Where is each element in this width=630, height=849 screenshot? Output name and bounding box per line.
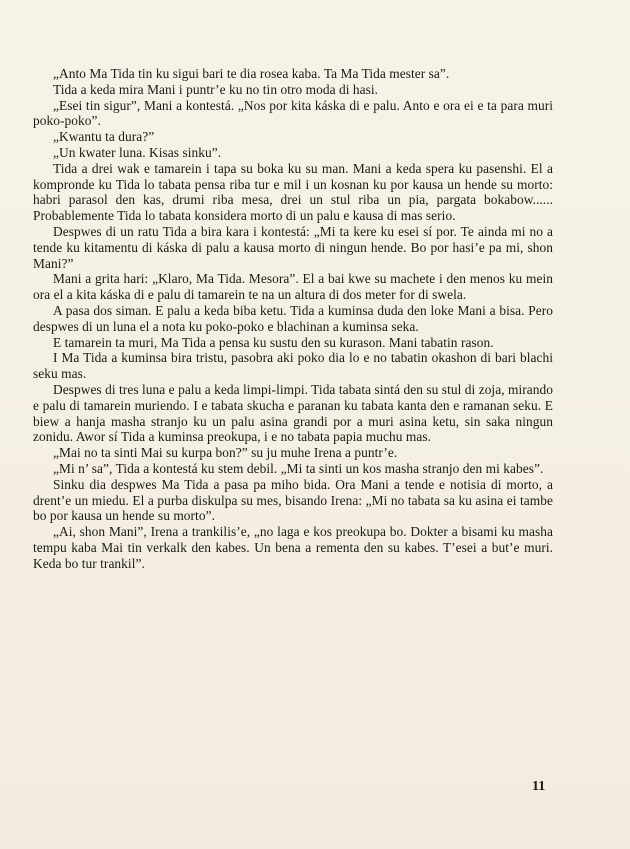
paragraph: „Anto Ma Tida tin ku sigui bari te dia rosea kaba. Ta Ma Tida mester sa”. bbox=[53, 66, 450, 81]
paragraph: E tamarein ta muri, Ma Tida a pensa ku sustu den su kurason. Mani tabatin rason. bbox=[53, 334, 494, 350]
paragraph: Tida a drei wak e tamarein i tapa su boka ku su man. Mani a keda spera ku pasenshi. El a kompronde ku Tida lo tabata pensa riba tur e mil i un kosnan ku por kausa un hende su morto: habri parasol den kas, drumi riba mesa, drei un stul riba un pia, pargata bokabow...... Probablemente Tida lo tabata konsidera morto di un palu e kausa di mas serio. bbox=[33, 160, 553, 224]
page-number: 11 bbox=[532, 779, 546, 794]
paragraph: „Mi n’ sa”, Tida a kontestá ku stem debil. „Mi ta sinti un kos masha stranjo den mi kabes”. bbox=[53, 460, 544, 476]
paragraph: „Ai, shon Mani”, Irena a trankilis’e, „no laga e kos preokupa bo. Dokter a bisami ku masha tempu kaba Mai tin verkalk den kabes. Un bena a rementa den su kabes. T’esei a but’e muri. Keda bo tur trankil”. bbox=[33, 524, 553, 571]
paragraph: Mani a grita hari: „Klaro, Ma Tida. Mesora”. El a bai kwe su machete i den menos ku mein ora el a kita káska di e palu di tamarein te na un altura di dos meter for di swela. bbox=[33, 271, 553, 303]
paragraph: Tida a keda mira Mani i puntr’e ku no tin otro moda di hasi. bbox=[53, 81, 379, 97]
paragraph: Despwes di tres luna e palu a keda limpi-limpi. Tida tabata sintá den su stul di zoja, mirando e palu di tamarein muriendo. I e tabata skucha e paranan ku tabata kanta den e ramanan seku. E biew a hanja masha stranjo ku un palu asina grandi por a muri asina ketu, sin saka ningun zonidu. Awor sí Tida a kuminsa preokupa, i e no tabata papia muchu mas. bbox=[33, 381, 553, 445]
paragraph: „Esei tin sigur”, Mani a kontestá. „Nos por kita káska di e palu. Anto e ora ei e ta para muri poko-poko”. bbox=[33, 97, 553, 129]
paragraph: „Kwantu ta dura?” bbox=[53, 129, 155, 145]
paragraph: A pasa dos siman. E palu a keda biba ketu. Tida a kuminsa duda den loke Mani a bisa. Pero despwes di un luna el a nota ku poko-poko e blachinan a kuminsa seka. bbox=[33, 302, 553, 334]
paragraph: I Ma Tida a kuminsa bira tristu, pasobra aki poko dia lo e no tabatin okashon di bari blachi seku mas. bbox=[33, 350, 553, 382]
paragraph: „Mai no ta sinti Mai su kurpa bon?” su ju muhe Irena a puntr’e. bbox=[53, 445, 398, 461]
paragraph: „Un kwater luna. Kisas sinku”. bbox=[53, 144, 222, 160]
page-text bbox=[33, 66, 553, 572]
paragraph: Despwes di un ratu Tida a bira kara i kontestá: „Mi ta kere ku esei sí por. Te ainda mi no a tende ku kitamentu di káska di palu a kausa morto di ningun hende. Bo por hasi’e pa mi, shon Mani?” bbox=[33, 223, 553, 271]
paragraph: Sinku dia despwes Ma Tida a pasa pa miho bida. Ora Mani a tende e notisia di morto, a drent’e un miedu. El a purba diskulpa su mes, bisando Irena: „Mi no tabata sa ku asina ei tambe bo por kausa un hende su morto”. bbox=[33, 476, 553, 524]
